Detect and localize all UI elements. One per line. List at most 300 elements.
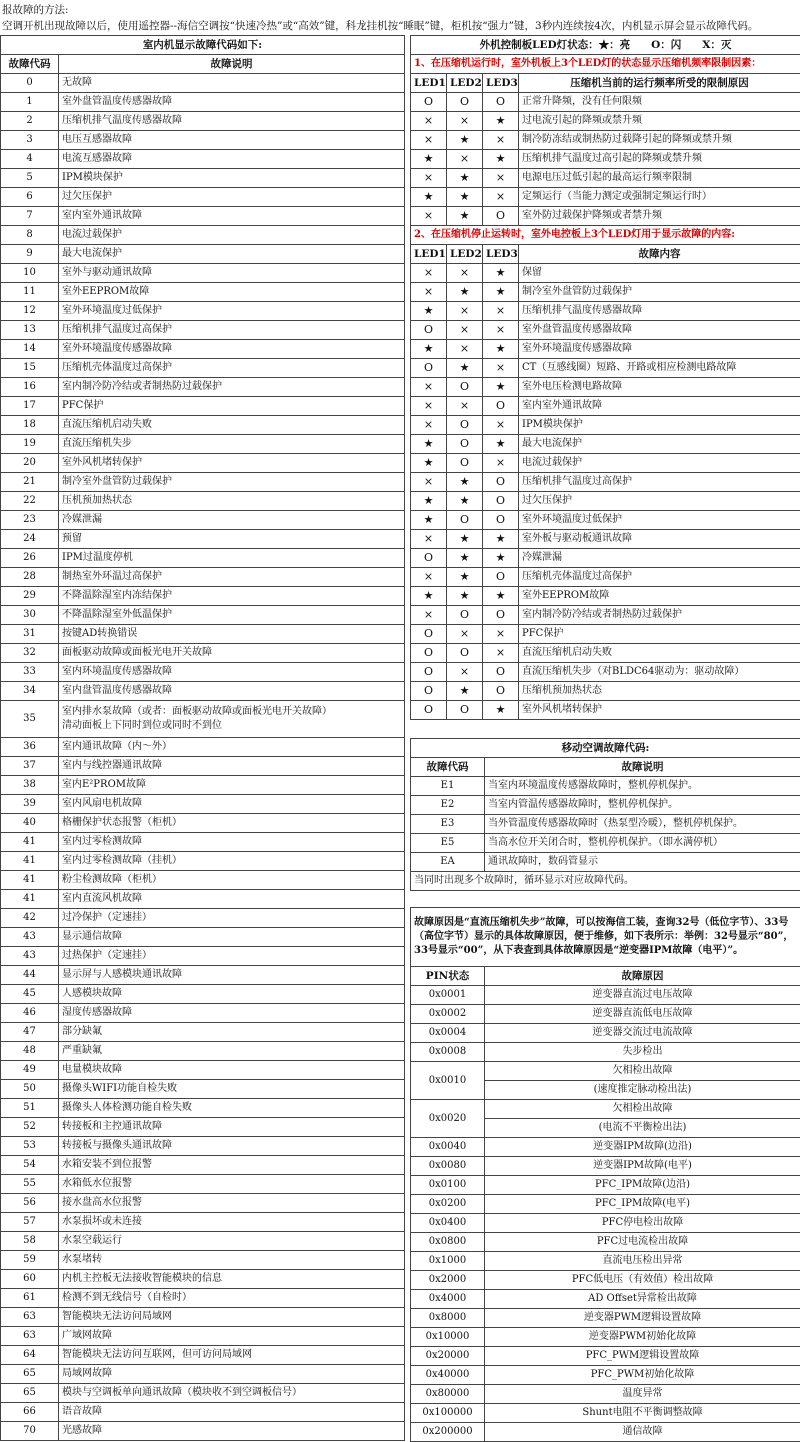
led1-state: ×	[411, 606, 447, 625]
col-led3: LED3	[483, 245, 519, 264]
fault-desc: 模块与空调板单向通讯故障（模块收不到空调板信号）	[59, 1384, 405, 1403]
table-row	[411, 188, 800, 207]
fault-desc: 过冷保护（定速挂）	[59, 909, 405, 928]
fault-code: 39	[1, 795, 59, 814]
fault-code: 23	[1, 511, 59, 530]
table-row	[1, 606, 405, 625]
led3-state: ×	[483, 416, 519, 435]
mobile-desc: 当室内管温传感器故障时，整机停机保护。	[485, 796, 800, 815]
fault-content: 直流压缩机失步（对BLDC64驱动为：驱动故障）	[519, 663, 800, 682]
fault-desc: 室内与线控器通讯故障	[59, 757, 405, 776]
fault-content: 冷媒泄漏	[519, 549, 800, 568]
table-row	[411, 1100, 800, 1119]
fault-desc-line1: 室内排水泵故障（或者：面板驱动故障或面板光电开关故障）	[62, 706, 332, 717]
table-row	[1, 1004, 405, 1023]
fault-desc: 智能模块无法访问局域网	[59, 1308, 405, 1327]
fault-desc: 制热室外环温过高保护	[59, 568, 405, 587]
fault-desc: PFC保护	[59, 397, 405, 416]
fault-desc: 直流压缩机启动失败	[59, 416, 405, 435]
fault-desc: 电压互感器故障	[59, 131, 405, 150]
led2-state: ★	[447, 283, 483, 302]
table-row	[1, 435, 405, 454]
table-row	[411, 1233, 800, 1252]
fault-code: 51	[1, 1099, 59, 1118]
fault-desc: 人感模块故障	[59, 985, 405, 1004]
led2-state: ★	[447, 169, 483, 188]
table-row	[1, 928, 405, 947]
fault-code: 65	[1, 1365, 59, 1384]
table-row	[1, 492, 405, 511]
led2-state: ★	[447, 473, 483, 492]
fault-desc: 转接板和主控通讯故障	[59, 1118, 405, 1137]
led2-state: ★	[447, 587, 483, 606]
fault-desc: IPM模块保护	[59, 169, 405, 188]
table-row	[1, 397, 405, 416]
table-row	[411, 1290, 800, 1309]
table-row	[411, 492, 800, 511]
table-row	[1, 1080, 405, 1099]
led1-state: ×	[411, 112, 447, 131]
table-row	[411, 1214, 800, 1233]
limit-reason: 电源电压过低引起的最高运行频率限制	[519, 169, 800, 188]
table-row	[1, 283, 405, 302]
mobile-desc: 当室内环境温度传感器故障时，整机停机保护。	[485, 777, 800, 796]
indoor-title: 室内机显示故障代码如下:	[1, 36, 405, 55]
pin-reason: PFC_PWM逻辑设置故障	[485, 1347, 800, 1366]
table-row	[411, 986, 800, 1005]
fault-code: 29	[1, 587, 59, 606]
fault-desc: 冷媒泄漏	[59, 511, 405, 530]
mobile-code: EA	[411, 853, 485, 872]
fault-code: 41	[1, 890, 59, 909]
table-row	[1, 245, 405, 264]
mobile-desc: 通讯故障时，数码管显示	[485, 853, 800, 872]
fault-code: 20	[1, 454, 59, 473]
fault-desc: 过热保护（定速挂）	[59, 947, 405, 966]
led1-state: ★	[411, 492, 447, 511]
table-row	[1, 1308, 405, 1327]
fault-content: 压缩机排气温度过高保护	[519, 473, 800, 492]
fault-code: 41	[1, 852, 59, 871]
led2-state: ×	[447, 264, 483, 283]
table-row	[1, 150, 405, 169]
led3-state: ×	[483, 625, 519, 644]
led1-state: ★	[411, 302, 447, 321]
fault-code: 9	[1, 245, 59, 264]
pin-reason: 通信故障	[485, 1423, 800, 1442]
led3-state: ★	[483, 150, 519, 169]
table-row	[411, 207, 800, 226]
table-row	[411, 587, 800, 606]
pin-reason: 温度异常	[485, 1385, 800, 1404]
fault-code: 5	[1, 169, 59, 188]
fault-code: 58	[1, 1232, 59, 1251]
table-row	[1, 511, 405, 530]
fault-desc: 水泵空载运行	[59, 1232, 405, 1251]
table-row	[411, 549, 800, 568]
led1-state: O	[411, 625, 447, 644]
table-row	[411, 663, 800, 682]
fault-code: 46	[1, 1004, 59, 1023]
fault-desc: 压机预加热状态	[59, 492, 405, 511]
led1-state: ×	[411, 207, 447, 226]
mobile-col-desc: 故障说明	[485, 758, 800, 777]
table-row	[1, 1194, 405, 1213]
mobile-title: 移动空调故障代码:	[411, 739, 800, 758]
table-row	[1, 1023, 405, 1042]
table-row	[411, 1252, 800, 1271]
fault-code: 63	[1, 1308, 59, 1327]
table-row	[1, 207, 405, 226]
fault-code: 70	[1, 1422, 59, 1441]
intro-line-1: 报故障的方法:	[2, 2, 69, 17]
fault-code: 37	[1, 757, 59, 776]
mobile-code: E5	[411, 834, 485, 853]
fault-desc: 转接板与摄像头通讯故障	[59, 1137, 405, 1156]
table-row	[1, 644, 405, 663]
table-row	[1, 776, 405, 795]
pin-col-status: PIN状态	[411, 967, 485, 986]
pin-status-table	[410, 907, 800, 1442]
table-row	[411, 1309, 800, 1328]
pin-reason: PFC_IPM故障(电平)	[485, 1195, 800, 1214]
fault-code: 49	[1, 1061, 59, 1080]
table-row	[411, 359, 800, 378]
fault-desc: 室内过零检测故障（挂机）	[59, 852, 405, 871]
pin-reason: 逆变器交流过电流故障	[485, 1024, 800, 1043]
table-row	[1, 814, 405, 833]
table-row	[411, 530, 800, 549]
fault-desc: 光感故障	[59, 1422, 405, 1441]
table-row	[1, 738, 405, 757]
table-row	[1, 985, 405, 1004]
fault-code: 17	[1, 397, 59, 416]
table-row	[1, 757, 405, 776]
fault-code: 59	[1, 1251, 59, 1270]
fault-code: 24	[1, 530, 59, 549]
pin-note: 故障原因是“直流压缩机失步”故障，可以按海信工装，查询32号（低位字节）、33号（高位字节）显示的具体故障原因，便于维修，如下表所示：举例：32号显示“80”，33号显示“00”，从下表查到具体故障原因是“逆变器IPM故障（电平）”。	[411, 908, 800, 967]
led2-state: ×	[447, 112, 483, 131]
table-row	[1, 359, 405, 378]
led3-state: O	[483, 606, 519, 625]
fault-content: 室外EEPROM故障	[519, 587, 800, 606]
fault-code: 45	[1, 985, 59, 1004]
led3-state: ×	[483, 321, 519, 340]
table-row	[411, 1176, 800, 1195]
outdoor-led-table	[410, 35, 800, 720]
fault-code: 48	[1, 1042, 59, 1061]
table-row	[411, 435, 800, 454]
fault-desc: 室内直流风机故障	[59, 890, 405, 909]
fault-code: 64	[1, 1346, 59, 1365]
table-row	[411, 416, 800, 435]
led1-state: O	[411, 682, 447, 701]
led3-state: ★	[483, 435, 519, 454]
fault-code: 55	[1, 1175, 59, 1194]
fault-desc: 不降温除湿室外低温保护	[59, 606, 405, 625]
led1-state: ×	[411, 473, 447, 492]
fault-desc: 过欠压保护	[59, 188, 405, 207]
table-row	[1, 1232, 405, 1251]
fault-desc: 湿度传感器故障	[59, 1004, 405, 1023]
fault-desc: 摄像头WIFI功能自检失败	[59, 1080, 405, 1099]
table-row	[1, 1346, 405, 1365]
table-row	[411, 131, 800, 150]
led1-state: O	[411, 359, 447, 378]
fault-desc: 无故障	[59, 74, 405, 93]
table-row	[1, 1137, 405, 1156]
table-row	[1, 1042, 405, 1061]
led2-state: ★	[447, 359, 483, 378]
led1-state: ×	[411, 264, 447, 283]
table-row	[411, 511, 800, 530]
fault-desc: 压缩机排气温度传感器故障	[59, 112, 405, 131]
table-row	[1, 947, 405, 966]
pin-reason: 逆变器IPM故障(电平)	[485, 1157, 800, 1176]
table-row	[1, 549, 405, 568]
fault-desc: 室内盘管温度传感器故障	[59, 682, 405, 701]
pin-code: 0x80000	[411, 1385, 485, 1404]
led1-state: ×	[411, 530, 447, 549]
fault-desc: 格栅保护状态报警（柜机）	[59, 814, 405, 833]
fault-desc: 摄像头人体检测功能自检失败	[59, 1099, 405, 1118]
fault-desc: 最大电流保护	[59, 245, 405, 264]
indoor-col-code: 故障代码	[1, 55, 59, 74]
fault-content: 制冷室外盘管防过载保护	[519, 283, 800, 302]
table-row	[1, 1118, 405, 1137]
intro-line-2: 空调开机出现故障以后，使用遥控器--海信空调按“快速冷热”或“高效”键，科龙挂机按“睡眠”键，柜机按“强力”键，3秒内连续按4次，内机显示屏会显示故障代码。	[2, 18, 758, 33]
fault-desc: 不降温除湿室内冻结保护	[59, 587, 405, 606]
led3-state: ×	[483, 131, 519, 150]
table-row	[1, 169, 405, 188]
limit-reason: 过电流引起的降频或禁升频	[519, 112, 800, 131]
led2-state: O	[447, 93, 483, 112]
led2-state: ×	[447, 321, 483, 340]
led1-state: O	[411, 321, 447, 340]
fault-code: 28	[1, 568, 59, 587]
table-row	[411, 1423, 800, 1442]
table-row	[411, 1328, 800, 1347]
fault-content: 室外板与驱动板通讯故障	[519, 530, 800, 549]
led2-state: O	[447, 416, 483, 435]
pin-reason: 逆变器直流低电压故障	[485, 1005, 800, 1024]
table-row	[411, 815, 800, 834]
led2-state: ×	[447, 302, 483, 321]
fault-desc: 室内环境温度传感器故障	[59, 663, 405, 682]
table-row	[1, 1289, 405, 1308]
limit-reason: 制冷防冻结或制热防过载降引起的降频或禁升频	[519, 131, 800, 150]
fault-code: 22	[1, 492, 59, 511]
fault-code: 12	[1, 302, 59, 321]
led1-state: ×	[411, 169, 447, 188]
led3-state: O	[483, 682, 519, 701]
table-row	[411, 1366, 800, 1385]
table-row	[1, 321, 405, 340]
fault-content: 压缩机预加热状态	[519, 682, 800, 701]
table-row	[1, 226, 405, 245]
led2-state: O	[447, 511, 483, 530]
led1-state: ×	[411, 131, 447, 150]
fault-code: 1	[1, 93, 59, 112]
fault-code: 4	[1, 150, 59, 169]
fault-code: 10	[1, 264, 59, 283]
led2-state: ★	[447, 131, 483, 150]
fault-desc: 室内通讯故障（内～外）	[59, 738, 405, 757]
table-row	[411, 1404, 800, 1423]
led1-state: ★	[411, 454, 447, 473]
fault-code: 14	[1, 340, 59, 359]
fault-desc: 水泵损坏或未连接	[59, 1213, 405, 1232]
led1-state: ×	[411, 283, 447, 302]
led3-state: ★	[483, 112, 519, 131]
table-row	[411, 701, 800, 720]
fault-code: 41	[1, 871, 59, 890]
mobile-code: E3	[411, 815, 485, 834]
fault-desc: 室外风机堵转保护	[59, 454, 405, 473]
pin-reason: 欠相检出故障	[485, 1062, 800, 1081]
pin-reason: 欠相检出故障	[485, 1100, 800, 1119]
table-row	[411, 1347, 800, 1366]
fault-code: 31	[1, 625, 59, 644]
fault-content: IPM模块保护	[519, 416, 800, 435]
fault-code: 54	[1, 1156, 59, 1175]
table-row	[1, 663, 405, 682]
table-row	[1, 473, 405, 492]
led3-state: ×	[483, 188, 519, 207]
fault-code: 47	[1, 1023, 59, 1042]
fault-desc: 水箱安装不到位报警	[59, 1156, 405, 1175]
fault-code: 43	[1, 928, 59, 947]
table-row	[411, 321, 800, 340]
fault-code: 0	[1, 74, 59, 93]
fault-code: 6	[1, 188, 59, 207]
pin-reason: PFC停电检出故障	[485, 1214, 800, 1233]
pin-reason: PFC过电流检出故障	[485, 1233, 800, 1252]
mobile-desc: 当高水位开关闭合时，整机停机保护。（即水满停机）	[485, 834, 800, 853]
led3-state: ★	[483, 587, 519, 606]
led2-state: ★	[447, 549, 483, 568]
led3-state: O	[483, 568, 519, 587]
fault-content: 最大电流保护	[519, 435, 800, 454]
table-row	[1, 966, 405, 985]
fault-content: 压缩机壳体温度过高保护	[519, 568, 800, 587]
fault-desc: 室外盘管温度传感器故障	[59, 93, 405, 112]
led2-state: ×	[447, 340, 483, 359]
led2-state: ★	[447, 568, 483, 587]
fault-code: 7	[1, 207, 59, 226]
fault-code: 57	[1, 1213, 59, 1232]
led2-state: ×	[447, 663, 483, 682]
fault-code: 65	[1, 1384, 59, 1403]
led1-state: ×	[411, 397, 447, 416]
table-row	[1, 1099, 405, 1118]
table-row	[1, 1327, 405, 1346]
table-row	[1, 1251, 405, 1270]
fault-code: 50	[1, 1080, 59, 1099]
indoor-col-desc: 故障说明	[59, 55, 405, 74]
fault-code: 26	[1, 549, 59, 568]
led3-state: ★	[483, 264, 519, 283]
pin-code: 0x0010	[411, 1062, 485, 1100]
table-row	[411, 644, 800, 663]
fault-content: 室外盘管温度传感器故障	[519, 321, 800, 340]
fault-content: 室外电压检测电路故障	[519, 378, 800, 397]
led3-state: ★	[483, 701, 519, 720]
pin-code: 0x0001	[411, 986, 485, 1005]
led1-state: O	[411, 644, 447, 663]
table-row	[1, 871, 405, 890]
pin-reason-detail: (电流不平衡检出法)	[485, 1119, 800, 1138]
table-row	[1, 302, 405, 321]
fault-code: 33	[1, 663, 59, 682]
fault-content: 过欠压保护	[519, 492, 800, 511]
pin-code: 0x20000	[411, 1347, 485, 1366]
table-row	[411, 93, 800, 112]
fault-code: 18	[1, 416, 59, 435]
table-row	[1, 795, 405, 814]
indoor-fault-table	[0, 35, 405, 1441]
pin-code: 0x0020	[411, 1100, 485, 1138]
fault-code: 38	[1, 776, 59, 795]
table-row	[1, 112, 405, 131]
table-row	[411, 378, 800, 397]
table-row	[411, 1385, 800, 1404]
fault-desc: 显示通信故障	[59, 928, 405, 947]
fault-desc: 显示屏与人感模块通讯故障	[59, 966, 405, 985]
pin-code: 0x0800	[411, 1233, 485, 1252]
fault-desc: 水箱低水位报警	[59, 1175, 405, 1194]
led2-state: ★	[447, 492, 483, 511]
led2-state: ×	[447, 397, 483, 416]
fault-content: 电流过载保护	[519, 454, 800, 473]
fault-code: 44	[1, 966, 59, 985]
table-row	[1, 852, 405, 871]
pin-code: 0x0004	[411, 1024, 485, 1043]
table-row	[1, 1156, 405, 1175]
table-row	[411, 397, 800, 416]
table-row	[1, 587, 405, 606]
table-row	[1, 1365, 405, 1384]
pin-reason: 逆变器PWM逻辑设置故障	[485, 1309, 800, 1328]
fault-code: 13	[1, 321, 59, 340]
fault-content: 压缩机排气温度传感器故障	[519, 302, 800, 321]
fault-desc: 预留	[59, 530, 405, 549]
limit-reason: 压缩机排气温度过高引起的降频或禁升频	[519, 150, 800, 169]
fault-code: 66	[1, 1403, 59, 1422]
col-led3: LED3	[483, 74, 519, 93]
led1-state: ×	[411, 416, 447, 435]
fault-code: 63	[1, 1327, 59, 1346]
fault-code: 32	[1, 644, 59, 663]
fault-code: 2	[1, 112, 59, 131]
pin-code: 0x0040	[411, 1138, 485, 1157]
led3-state: ×	[483, 644, 519, 663]
fault-content: 室内制冷防冷结或者制热防过载保护	[519, 606, 800, 625]
led2-state: O	[447, 454, 483, 473]
table-row	[411, 1138, 800, 1157]
led1-state: ×	[411, 568, 447, 587]
table-row	[411, 682, 800, 701]
table-row	[411, 1005, 800, 1024]
fault-desc: 粉尘检测故障（柜机）	[59, 871, 405, 890]
led3-state: O	[483, 511, 519, 530]
led2-state: ★	[447, 207, 483, 226]
led2-state: O	[447, 701, 483, 720]
fault-content: 室外环境温度过低保护	[519, 511, 800, 530]
led2-state: O	[447, 435, 483, 454]
fault-desc: 智能模块无法访问互联网，但可访问局域网	[59, 1346, 405, 1365]
table-row	[1, 701, 405, 738]
